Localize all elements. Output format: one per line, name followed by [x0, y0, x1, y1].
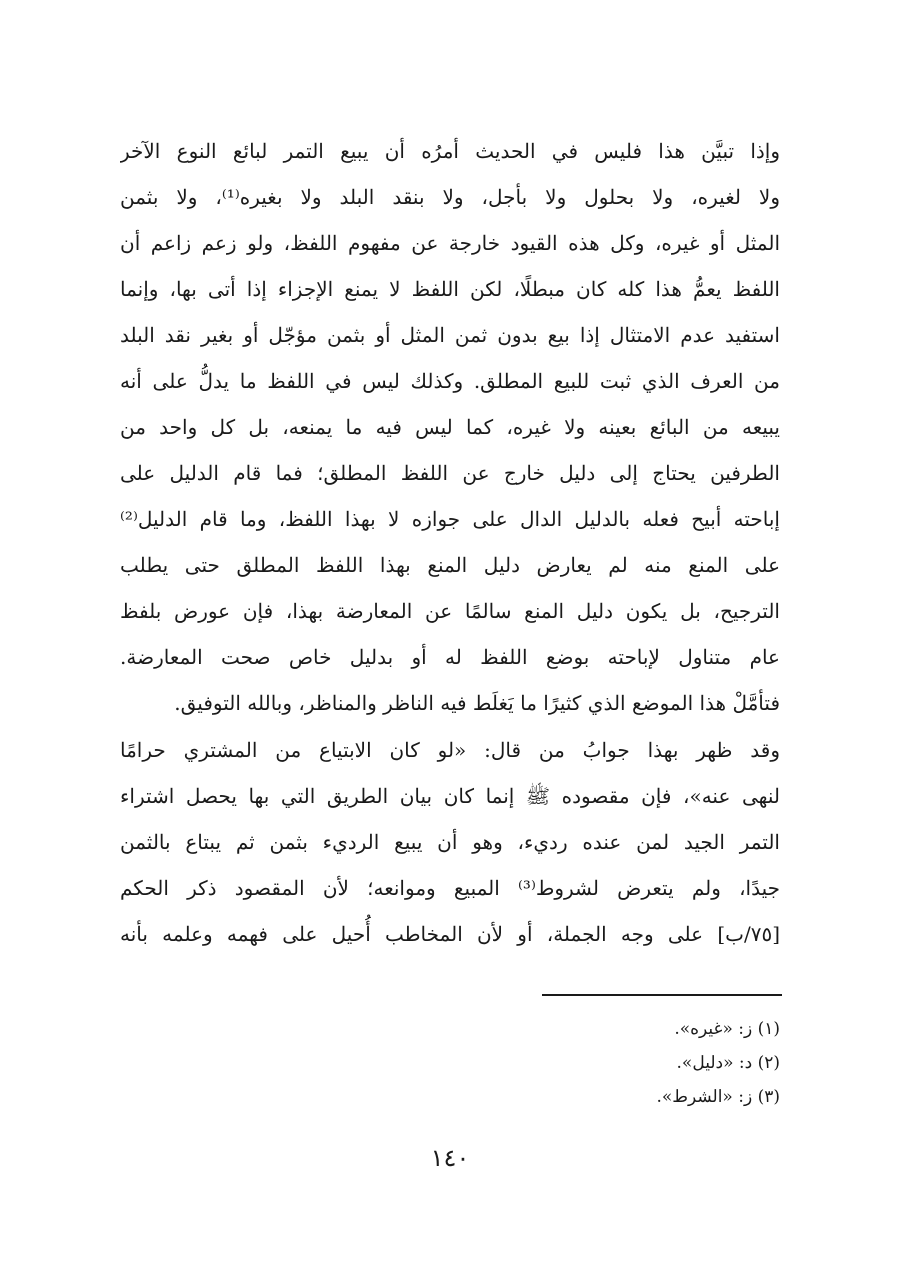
text-line: يبيعه من البائع بعينه ولا غيره، كما ليس فيه ما يمنعه، بل كل واحد من — [120, 415, 780, 439]
footnotes — [420, 1012, 780, 1114]
footnote-item: (٢) د: «دليل». — [676, 1053, 780, 1073]
text-line: التمر الجيد لمن عنده رديء، وهو أن يبيع الرديء بثمن ثم يبتاع بالثمن — [120, 830, 780, 854]
text-line: وإذا تبيَّن هذا فليس في الحديث أمرُه أن يبيع التمر لبائع النوع الآخر — [120, 139, 780, 163]
text-line: من العرف الذي ثبت للبيع المطلق. وكذلك ليس في اللفظ ما يدلُّ على أنه — [120, 369, 780, 393]
text-line: جيدًا، ولم يتعرض لشروط⁽³⁾ المبيع وموانعه؛ لأن المقصود ذكر الحكم — [120, 876, 780, 900]
text-line: لنهى عنه»، فإن مقصوده ﷺ إنما كان بيان الطريق التي بها يحصل اشتراء — [120, 784, 780, 808]
text-line: عام متناول لإباحته بوضع اللفظ له أو بدليل خاص صحت المعارضة. — [120, 645, 780, 669]
paragraph-2 — [120, 727, 780, 957]
text-line: اللفظ يعمُّ هذا كله كان مبطلًا، لكن اللفظ لا يمنع الإجزاء إذا أتى بها، وإنما — [120, 277, 780, 301]
text-line: المثل أو غيره، وكل هذه القيود خارجة عن مفهوم اللفظ، ولو زعم زاعم أن — [120, 231, 780, 255]
text-line: الترجيح، بل يكون دليل المنع سالمًا عن المعارضة بهذا، فإن عورض بلفظ — [120, 599, 780, 623]
text-line: وقد ظهر بهذا جوابُ من قال: «لو كان الابتياع من المشتري حرامًا — [120, 738, 780, 762]
text-line: الطرفين يحتاج إلى دليل خارج عن اللفظ المطلق؛ فما قام الدليل على — [120, 461, 780, 485]
text-line: [٧٥/ب] على وجه الجملة، أو لأن المخاطب أُحيل على فهمه وعلمه بأنه — [120, 922, 780, 946]
footnote-item: (١) ز: «غيره». — [674, 1019, 780, 1039]
text-line: على المنع منه لم يعارض دليل المنع بهذا اللفظ المطلق حتى يطلب — [120, 553, 780, 577]
paragraph-1 — [120, 128, 780, 726]
text-line: فتأمَّلْ هذا الموضع الذي كثيرًا ما يَغلَط فيه الناظر والمناظر، وبالله التوفيق. — [174, 691, 780, 715]
text-line: استفيد عدم الامتثال إذا بيع بدون ثمن المثل أو بثمن مؤجّل أو بغير نقد البلد — [120, 323, 780, 347]
footnote-divider — [542, 994, 782, 996]
text-line: إباحته أبيح فعله بالدليل الدال على جوازه لا بهذا اللفظ، وما قام الدليل⁽²⁾ — [120, 507, 780, 531]
text-line: ولا لغيره، ولا بحلول ولا بأجل، ولا بنقد البلد ولا بغيره⁽¹⁾، ولا بثمن — [120, 185, 780, 209]
footnote-item: (٣) ز: «الشرط». — [656, 1087, 780, 1107]
page-number: ١٤٠ — [430, 1144, 470, 1172]
